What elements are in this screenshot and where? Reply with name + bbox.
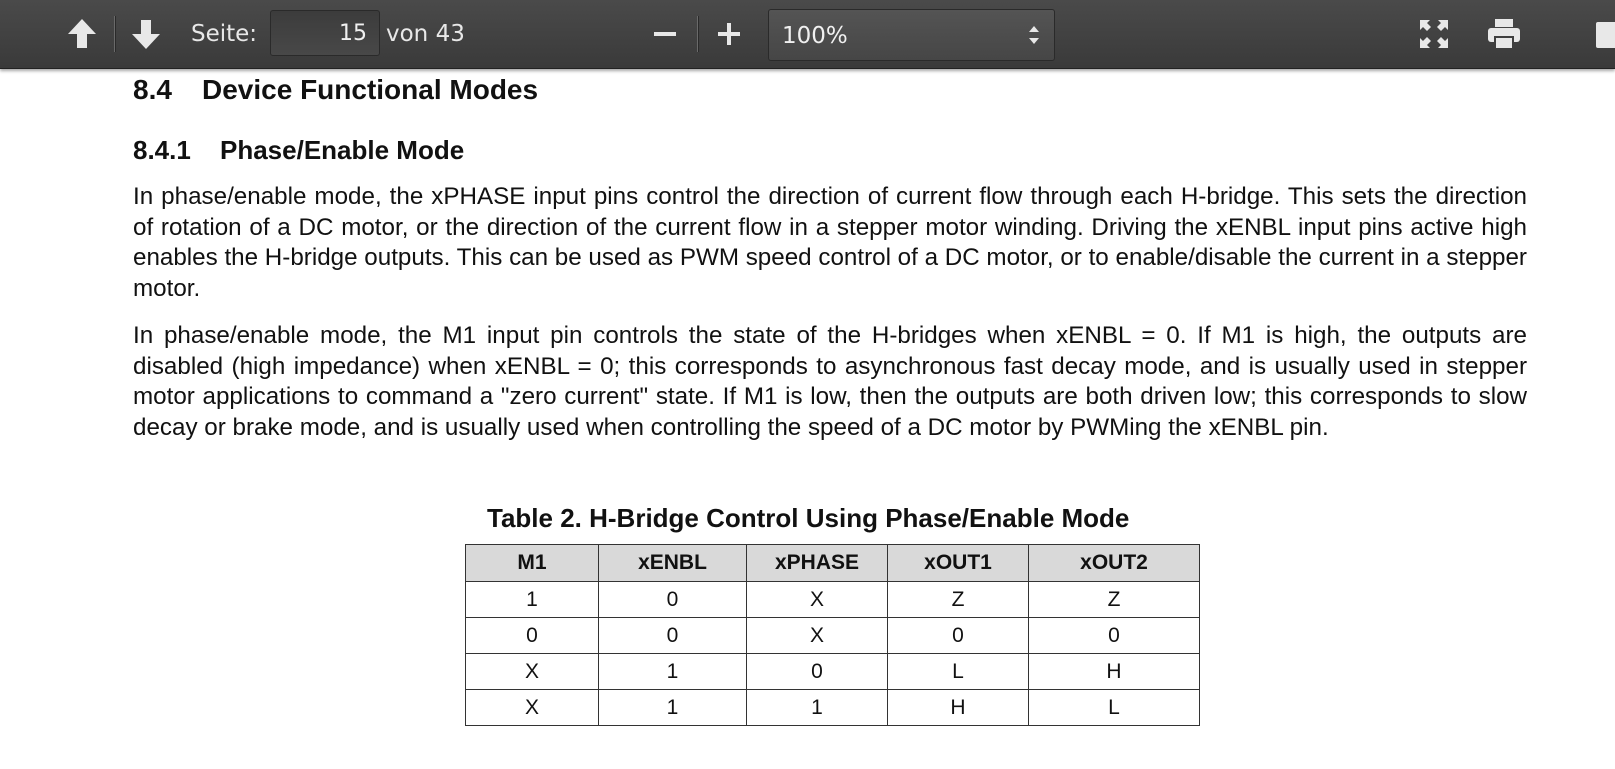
pdf-toolbar [0,0,1615,69]
table-cell: Z [888,582,1029,618]
table-cell: Z [1029,582,1200,618]
table-header-cell: xPHASE [747,545,888,582]
paragraph: In phase/enable mode, the xPHASE input pins control the direction of current flow through each H-bridge. This sets the direction of rotation of a DC motor, or the direction of the current flow in a stepper motor winding. Driving the xENBL input pins active high enables the H-bridge outputs. This can be used as PWM speed control of a DC motor, or to enable/disable the current in a stepper motor. [133,183,1527,302]
zoom-out-button[interactable] [645,14,685,54]
table-header-cell: M1 [466,545,599,582]
page-label: Seite: [191,21,258,47]
table-row [466,654,1200,690]
zoom-in-button[interactable] [709,14,749,54]
table-cell: 1 [599,654,747,690]
table-header-row [466,545,1200,582]
table-cell: 0 [747,654,888,690]
page-number-input[interactable] [270,10,380,56]
print-button[interactable] [1484,14,1524,54]
table-cell: 1 [466,582,599,618]
table-cell: 0 [599,618,747,654]
table-cell: H [1029,654,1200,690]
table-cell: 1 [747,690,888,726]
subsection-number: 8.4.1 [133,135,191,165]
toolbar-separator [114,16,115,52]
plus-icon [716,21,742,47]
table-cell: 0 [599,582,747,618]
select-arrows-icon [1028,24,1040,46]
table-cell: 0 [1029,618,1200,654]
subsection-title: Phase/Enable Mode [220,135,465,165]
page-total-label: von 43 [386,21,465,47]
table-row [466,618,1200,654]
printer-icon [1486,17,1522,51]
paragraph: In phase/enable mode, the M1 input pin controls the state of the H-bridges when xENBL = 0. If M1 is high, the outputs are disabled (high impedance) when xENBL = 0; this corresponds to asynchronous fast decay mode, and is usually used in stepper motor applications to command a "zero current" state. If M1 is low, then the outputs are both driven low; this corresponds to slow decay or brake mode, and is usually used when controlling the speed of a DC motor by PWMing the xENBL pin. [133,322,1527,441]
subsection-heading [133,133,464,167]
fullscreen-button[interactable] [1414,14,1454,54]
table-row [466,582,1200,618]
section-heading [133,72,538,108]
table-row [466,690,1200,726]
zoom-value: 100% [782,23,848,49]
arrow-down-icon [129,17,163,51]
table-cell: X [747,582,888,618]
table-cell: 1 [599,690,747,726]
table-caption: Table 2. H-Bridge Control Using Phase/Enable Mode [487,503,1130,533]
next-page-button[interactable] [126,14,166,54]
table-header-cell: xENBL [599,545,747,582]
table-cell: X [466,654,599,690]
table-cell: L [888,654,1029,690]
table-cell: 0 [466,618,599,654]
table-cell: H [888,690,1029,726]
arrow-up-icon [65,17,99,51]
previous-page-button[interactable] [62,14,102,54]
minus-icon [652,21,678,47]
table-cell: L [1029,690,1200,726]
bookmark-icon[interactable] [1596,22,1615,48]
zoom-select[interactable] [768,9,1055,61]
section-number: 8.4 [133,74,172,105]
table-cell: X [747,618,888,654]
h-bridge-table [465,544,1200,726]
fullscreen-icon [1418,18,1450,50]
toolbar-separator [697,16,698,52]
table-header-cell: xOUT2 [1029,545,1200,582]
table-cell: X [466,690,599,726]
table-header-cell: xOUT1 [888,545,1029,582]
section-title: Device Functional Modes [202,74,539,105]
table-cell: 0 [888,618,1029,654]
